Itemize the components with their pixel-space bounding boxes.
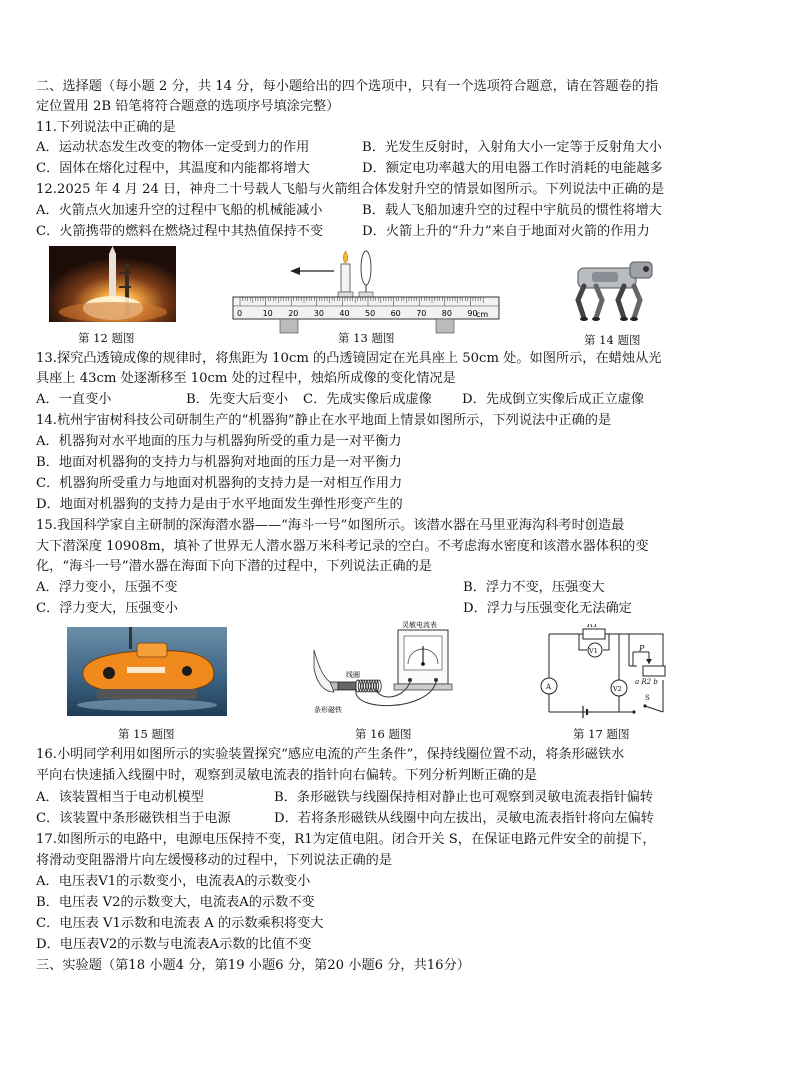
q13-stem-line2: 具座上 43cm 处逐渐移至 10cm 处的过程中，烛焰所成像的变化情况是 [36,371,456,386]
rocket-launch-photo [49,246,176,322]
q15-stem-line2: 大下潜深度 10908m，填补了世界无人潜水器万米科考记录的空白。不考虑海水密度和该潜水器体积的变 [36,539,649,554]
q15-option-c[interactable]: C．浮力变大，压强变小 [36,601,178,616]
q17-stem-line1: 17.如图所示的电路中，电源电压保持不变，R1为定值电阻。闭合开关 S，在保证电路元件安全的前提下， [36,832,656,847]
q16-option-b[interactable]: B．条形磁铁与线圈保持相对静止也可观察到灵敏电流表指针偏转 [274,790,653,805]
q15-option-b[interactable]: B．浮力不变，压强变大 [463,580,605,595]
induction-experiment-figure [312,620,462,718]
figure-14-caption: 第 14 题图 [584,333,641,347]
q12-option-b[interactable]: B．载人飞船加速升空的过程中宇航员的惯性将增大 [362,203,662,218]
figure-12-caption: 第 12 题图 [78,331,135,345]
ruler-tick-label: 40 [339,309,350,318]
q13-option-c[interactable]: C．先成实像后成虚像 [303,392,432,407]
label-galvanometer: 灵敏电流表 [402,621,437,629]
ruler-tick-label: 80 [441,309,452,318]
robot-dog-photo [568,252,660,324]
q13-option-b[interactable]: B．先变大后变小 [186,392,289,407]
q11-option-a[interactable]: A．运动状态发生改变的物体一定受到力的作用 [36,140,310,155]
label-r1: R1 [587,624,599,629]
q16-option-d[interactable]: D．若将条形磁铁从线圈中向左拔出，灵敏电流表指针将向左偏转 [274,811,654,826]
circuit-diagram-figure [533,624,673,720]
label-slider-p: P [639,644,645,653]
q12-stem: 12.2025 年 4 月 24 日，神舟二十号载人飞船与火箭组合体发射升空的情景如图所示。下列说法中正确的是 [36,182,665,197]
figure-17-caption: 第 17 题图 [573,727,630,741]
q17-option-c[interactable]: C．电压表 V1示数和电流表 A 的示数乘积将变大 [36,916,324,931]
label-coil: 线圈 [346,671,360,679]
figure-15-caption: 第 15 题图 [118,727,175,741]
q14-option-c[interactable]: C．机器狗所受重力与地面对机器狗的支持力是一对相互作用力 [36,476,403,491]
q14-stem: 14.杭州宇宙树科技公司研制生产的“机器狗”静止在水平地面上情景如图所示，下列说法中正确的是 [36,413,612,428]
section2-title-line1: 二、选择题（每小题 2 分，共 14 分，每小题给出的四个选项中，只有一个选项符合题意，请在答题卷的指 [36,79,659,94]
q17-option-a[interactable]: A．电压表V1的示数变小，电流表A的示数变小 [36,874,311,889]
ruler-tick-label: 60 [390,309,401,318]
ruler-tick-label: 50 [365,309,376,318]
q15-stem-line1: 15.我国科学家自主研制的深海潜水器——“海斗一号”如图所示。该潜水器在马里亚海沟科考时创造最 [36,518,625,533]
label-ammeter: A [546,683,552,691]
ruler-unit: cm [476,310,489,319]
q15-option-d[interactable]: D．浮力与压强变化无法确定 [463,601,632,616]
q13-option-d[interactable]: D．先成倒立实像后成正立虚像 [462,392,645,407]
q11-option-d[interactable]: D．额定电功率越大的用电器工作时消耗的电能越多 [362,161,663,176]
q16-stem-line1: 16.小明同学利用如图所示的实验装置探究“感应电流的产生条件”，保持线圈位置不动，将条形磁铁水 [36,747,625,762]
q12-option-c[interactable]: C．火箭携带的燃料在燃烧过程中其热值保持不变 [36,224,324,239]
q17-option-d[interactable]: D．电压表V2的示数与电流表A示数的比值不变 [36,937,312,952]
q14-option-a[interactable]: A．机器狗对水平地面的压力与机器狗所受的重力是一对平衡力 [36,434,402,449]
ruler-tick-label: 90 [467,309,478,318]
figure-16-caption: 第 16 题图 [355,727,412,741]
ruler-tick-label: 0 [237,309,243,318]
submersible-photo [67,627,227,716]
label-switch-s: S [645,694,650,702]
ruler-tick-label: 20 [288,309,299,318]
ruler-tick-label: 30 [313,309,324,318]
q12-option-a[interactable]: A．火箭点火加速升空的过程中飞船的机械能减小 [36,203,323,218]
section2-title-line2: 定位置用 2B 铅笔将符合题意的选项序号填涂完整） [36,99,340,114]
q14-option-d[interactable]: D．地面对机器狗的支持力是由于水平地面发生弹性形变产生的 [36,497,403,512]
label-magnet: 条形磁铁 [314,706,342,714]
label-r2-ab: a R2 b [635,678,658,686]
ruler-tick-label: 70 [416,309,427,318]
q16-stem-line2: 平向右快速插入线圈中时，观察到灵敏电流表的指针向右偏转。下列分析判断正确的是 [36,768,538,783]
q11-stem: 11.下列说法中正确的是 [36,120,176,135]
section3-title: 三、实验题（第18 小题4 分，第19 小题6 分，第20 小题6 分，共16分） [36,958,470,973]
optical-bench-figure [230,248,506,338]
q12-option-d[interactable]: D．火箭上升的“升力”来自于地面对火箭的作用力 [362,224,650,239]
q16-option-c[interactable]: C．该装置中条形磁铁相当于电源 [36,811,231,826]
q11-option-b[interactable]: B．光发生反射时，入射角大小一定等于反射角大小 [362,140,662,155]
q17-option-b[interactable]: B．电压表 V2的示数变大，电流表A的示数不变 [36,895,315,910]
q14-option-b[interactable]: B．地面对机器狗的支持力与机器狗对地面的压力是一对平衡力 [36,455,402,470]
q16-option-a[interactable]: A．该装置相当于电动机模型 [36,790,204,805]
ruler-tick-label: 10 [262,309,273,318]
q15-stem-line3: 化，“海斗一号”潜水器在海面下向下潜的过程中，下列说法正确的是 [36,559,432,574]
label-v2: V2 [613,685,622,693]
label-v1: V1 [589,647,598,655]
q13-option-a[interactable]: A．一直变小 [36,392,112,407]
q17-stem-line2: 将滑动变阻器滑片向左缓慢移动的过程中，下列说法正确的是 [36,853,393,868]
q11-option-c[interactable]: C．固体在熔化过程中，其温度和内能都将增大 [36,161,310,176]
q15-option-a[interactable]: A．浮力变小，压强不变 [36,580,178,595]
figure-13-caption: 第 13 题图 [338,331,395,345]
q13-stem-line1: 13.探究凸透镜成像的规律时，将焦距为 10cm 的凸透镜固定在光具座上 50cm 处。如图所示，在蜡烛从光 [36,351,662,366]
